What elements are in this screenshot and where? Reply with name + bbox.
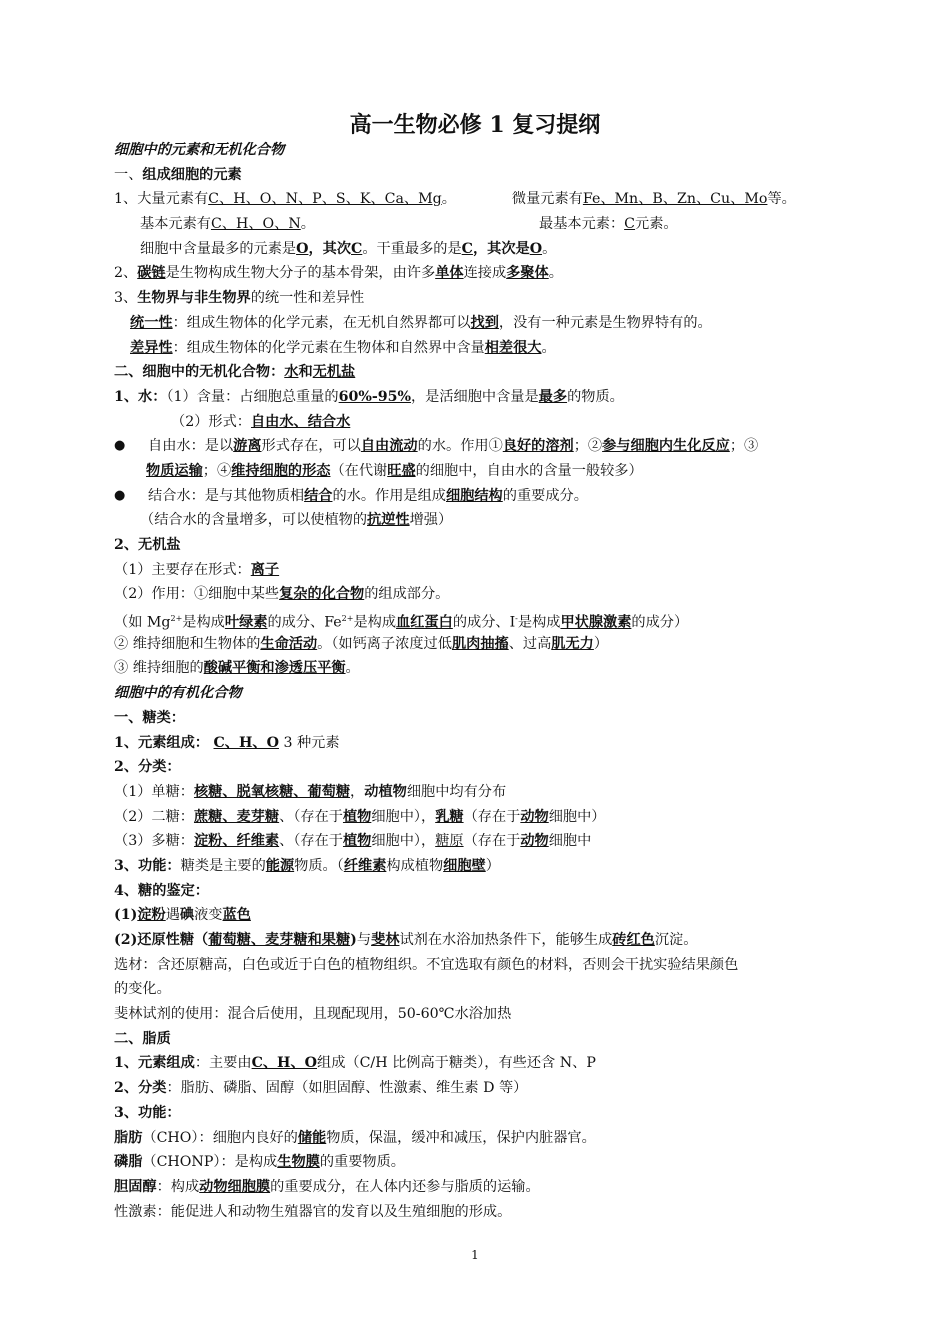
text-span: 核糖、脱氧核糖、葡萄糖 — [193, 783, 351, 800]
text-span: 肌无力 — [551, 635, 594, 652]
text-span: O — [529, 240, 543, 257]
text-span: 细胞中）， — [371, 808, 436, 825]
text-span: 连接成 — [463, 265, 507, 282]
text-line — [114, 805, 844, 830]
text-span: 。干重最多的是 — [362, 240, 462, 257]
text-span: (2)还原性糖（ — [114, 932, 209, 948]
text-line — [114, 459, 844, 484]
text-line — [114, 854, 844, 879]
superscript: 2+ — [341, 614, 354, 624]
text-span: 复杂的化合物 — [279, 586, 365, 603]
text-span: 多聚体 — [506, 265, 549, 282]
text-line — [114, 1027, 844, 1052]
section-heading — [114, 681, 844, 706]
text-span: ：脂肪、磷脂、固醇（如胆固醇、性激素、维生素 D 等） — [166, 1080, 528, 1097]
text-span: 单体 — [435, 265, 464, 282]
text-span: Fe、Mn、B、Zn、Cu、Mo — [582, 191, 768, 208]
text-span: 的变化。 — [114, 981, 171, 998]
text-span: 肌肉抽搐 — [451, 635, 509, 652]
text-span: 植物 — [342, 833, 372, 850]
text-line — [114, 533, 844, 558]
text-span: 试剂在水浴加热条件下，能够生成 — [399, 932, 613, 948]
text-span: 离子 — [250, 561, 280, 578]
text-line — [114, 656, 844, 681]
superscript: 2+ — [170, 614, 183, 624]
text-span: 形式存在，可以 — [261, 438, 361, 455]
text-span: 细胞中含量最多的元素是 — [140, 240, 297, 257]
text-span: 脂肪 — [114, 1129, 143, 1146]
text-line — [114, 508, 844, 533]
text-span: ③ 维持细胞的 — [114, 660, 204, 677]
text-span: ：组成生物体的化学元素在生物体和自然界中含量 — [172, 339, 485, 356]
text-span: 、（存在于 — [279, 808, 343, 825]
text-span: ) — [350, 932, 357, 948]
text-span: 细胞中）， — [371, 833, 436, 850]
text-span: 游离 — [233, 438, 262, 455]
text-span: 是构成 — [517, 614, 561, 631]
text-span: 60%-95% — [338, 388, 411, 405]
text-span: 。 — [542, 240, 557, 257]
text-line — [114, 607, 844, 632]
text-span: 找到 — [470, 314, 499, 331]
text-span: 和 — [298, 364, 313, 381]
text-span: 能源 — [265, 857, 295, 874]
text-line — [114, 385, 844, 410]
text-span: 一、糖类： — [114, 709, 185, 726]
text-line — [114, 286, 844, 311]
text-line — [114, 977, 844, 1002]
text-span: 3、功能： — [114, 1104, 181, 1121]
text-span: 乳糖 — [435, 808, 464, 825]
text-span: 叶绿素 — [224, 614, 268, 631]
text-span: 旺盛 — [387, 462, 416, 479]
text-span: 二、细胞中的无机化合物： — [114, 364, 285, 381]
text-span: 的重要成分，在人体内还参与脂质的运输。 — [270, 1178, 540, 1195]
text-span: 淀粉、纤维素 — [193, 833, 280, 850]
text-span: 最多 — [538, 388, 568, 405]
text-line — [114, 706, 844, 731]
text-span: 遇 — [165, 907, 180, 924]
text-span: 、过高 — [508, 635, 552, 652]
text-span: 性激素：能促进人和动物生殖器官的发育以及生殖细胞的形成。 — [114, 1203, 512, 1220]
text-span: 统一性 — [130, 314, 173, 331]
text-span: 选材：含还原糖高，白色或近于白色的植物组织。不宜选取有颜色的材料，否则会干扰实验结果颜色 — [114, 956, 739, 973]
text-span: 斐林试剂的使用：混合后使用，且现配现用，50-60℃水浴加热 — [114, 1006, 512, 1023]
text-span: ；② — [573, 438, 603, 455]
text-span: 储能 — [297, 1129, 327, 1146]
text-span: 的组成部分。 — [364, 586, 450, 603]
text-span: 血红蛋白 — [396, 614, 453, 631]
text-line — [114, 903, 844, 928]
text-span: 。 — [548, 265, 563, 282]
text-span: （2）作用：①细胞中某些 — [114, 586, 280, 603]
text-span: 3 种元素 — [278, 734, 340, 751]
text-span: C、H、O、N、P、S、K、Ca、Mg — [208, 191, 442, 208]
text-span: 沉淀。 — [654, 932, 698, 948]
text-line — [114, 237, 844, 262]
text-span: 自由流动 — [360, 438, 418, 455]
text-span: 生物膜 — [277, 1154, 320, 1171]
text-span: 无机盐 — [312, 364, 356, 381]
text-line — [114, 1101, 844, 1126]
text-span: ：构成 — [156, 1178, 200, 1195]
text-span: 相差很大 — [484, 339, 542, 356]
text-span: 。（如钙离子浓度过低 — [317, 635, 452, 652]
text-line — [114, 212, 844, 237]
text-span: 胆固醇 — [114, 1178, 157, 1195]
text-line — [114, 1126, 844, 1151]
text-span: 最基本元素： — [539, 216, 625, 233]
text-line — [114, 1200, 844, 1225]
text-span: ：主要由 — [194, 1055, 252, 1072]
text-span: 物质运输 — [146, 462, 203, 479]
text-span: 细胞中均有分布 — [406, 783, 507, 800]
text-span: 动物细胞膜 — [199, 1178, 271, 1195]
text-span: （2）二糖： — [114, 808, 194, 825]
text-span: 二、脂质 — [114, 1030, 171, 1047]
text-span: 的成分） — [631, 614, 689, 631]
text-span: 斐林 — [371, 932, 400, 948]
text-span: 2、分类 — [114, 1080, 167, 1097]
text-line — [114, 163, 844, 188]
text-span: 。 — [441, 191, 456, 208]
text-span: 参与细胞内生化反应 — [602, 438, 730, 455]
document-title: 高一生物必修 1 复习提纲 — [349, 112, 601, 138]
text-span: （在代谢 — [330, 462, 388, 479]
text-line — [114, 1150, 844, 1175]
text-span: C — [461, 240, 473, 257]
text-span: 碘 — [179, 907, 195, 924]
text-span: 组成（C/H 比例高于糖类），有些还含 N、P — [317, 1055, 596, 1072]
text-line — [114, 829, 844, 854]
text-span: 细胞中 — [548, 833, 592, 850]
text-span: 甲状腺激素 — [560, 614, 632, 631]
text-line — [114, 336, 844, 361]
text-span: 糖类是主要的 — [180, 857, 266, 874]
text-span: 等。 — [767, 191, 796, 208]
text-span: （CHONP）：是构成 — [142, 1154, 278, 1171]
text-span: ，没有一种元素是生物界特有的。 — [498, 314, 712, 331]
text-span: 生物界与非生物界 — [137, 290, 251, 307]
text-span: ：组成生物体的化学元素，在无机自然界都可以 — [172, 314, 471, 331]
text-line — [114, 632, 844, 657]
text-span: 4、糖的鉴定： — [114, 882, 209, 899]
text-span: 2、分类： — [114, 759, 181, 776]
superscript: - — [515, 614, 518, 624]
text-span: （结合水的含量增多，可以使植物的 — [140, 512, 368, 529]
text-line — [114, 1076, 844, 1101]
text-span: 1、大量元素有 — [114, 191, 209, 208]
text-span: ；④ — [202, 462, 232, 479]
text-span: 植物 — [342, 808, 372, 825]
text-span: 的物质。 — [567, 388, 624, 405]
text-span: （存在于 — [463, 833, 521, 850]
text-span: 。 — [541, 339, 556, 356]
text-line — [114, 1175, 844, 1200]
text-span: 动物 — [520, 808, 549, 825]
text-span: 的水。作用① — [417, 438, 503, 455]
text-span: 的成分、Fe — [267, 614, 342, 631]
text-span: （3）多糖： — [114, 833, 194, 850]
text-span: 的成分、I — [452, 614, 516, 631]
text-span: 物质，保温，缓冲和减压，保护内脏器官。 — [326, 1129, 596, 1146]
text-span: 增强） — [409, 512, 453, 529]
text-span: 水 — [284, 364, 299, 381]
text-span: 糖原 — [435, 833, 464, 850]
text-span: C、H、O、N — [210, 216, 301, 233]
text-line — [114, 953, 844, 978]
text-span: 基本元素有 — [140, 216, 211, 233]
text-span: 动物 — [520, 833, 549, 850]
text-span: ；③ — [729, 438, 759, 455]
text-span: 与 — [356, 932, 372, 948]
text-line — [114, 731, 844, 756]
text-span: 液变 — [194, 907, 223, 924]
text-span: 的细胞中，自由水的含量一般较多） — [415, 462, 643, 479]
text-span: 的重要物质。 — [319, 1154, 405, 1171]
text-span: 葡萄糖、麦芽糖和果糖 — [208, 932, 351, 948]
text-span: ，是活细胞中含量是 — [410, 388, 539, 405]
text-span: 元素。 — [635, 216, 678, 233]
text-span: （2）形式： — [171, 413, 251, 430]
text-span: 生命活动 — [260, 635, 318, 652]
text-span: 组成细胞的元素 — [142, 166, 242, 183]
text-span: 差异性 — [130, 339, 173, 356]
text-span: 2、无机盐 — [114, 537, 181, 553]
text-span: ，其次是 — [472, 240, 530, 257]
text-span: （存在于 — [463, 808, 521, 825]
text-span: 蔗糖、麦芽糖 — [193, 808, 280, 825]
text-line — [114, 484, 844, 509]
text-span: ， — [350, 783, 365, 800]
text-span: 3、功能： — [114, 857, 181, 874]
text-span: 细胞壁 — [443, 857, 486, 874]
text-line — [114, 879, 844, 904]
text-span: C — [351, 240, 363, 257]
text-span: ） — [593, 635, 609, 652]
text-line — [114, 360, 844, 385]
text-span: 良好的溶剂 — [502, 438, 574, 455]
text-span: 结合 — [304, 487, 333, 504]
text-span: C — [624, 216, 635, 233]
text-span: ② 维持细胞和生物体的 — [114, 635, 261, 652]
text-span: 构成植物 — [386, 857, 444, 874]
text-span: 细胞中的有机化合物 — [114, 685, 242, 702]
text-span: （1）主要存在形式： — [114, 561, 251, 578]
text-span: 的水。作用是组成 — [332, 487, 446, 504]
text-span: 动植物 — [364, 783, 407, 800]
text-span: 磷脂 — [114, 1154, 143, 1171]
text-span: 是构成 — [182, 614, 225, 631]
text-span: 酸碱平衡和渗透压平衡 — [203, 660, 346, 677]
text-span: 细胞中） — [548, 808, 606, 825]
text-span: 砖红色 — [612, 932, 655, 948]
text-span: （CHO）：细胞内良好的 — [142, 1129, 298, 1146]
text-span: 3、 — [114, 290, 138, 307]
page-number: 1 — [471, 1248, 479, 1262]
text-span: ，其次 — [308, 240, 352, 257]
text-span: 微量元素有 — [511, 191, 583, 208]
text-line — [114, 434, 844, 459]
text-span: 蓝色 — [222, 907, 251, 924]
text-span: 淀粉 — [137, 907, 166, 924]
text-line — [114, 780, 844, 805]
text-span: ） — [485, 857, 500, 874]
text-span: 细胞结构 — [445, 487, 503, 504]
text-span: 自由水、结合水 — [250, 413, 351, 430]
text-line — [114, 755, 844, 780]
text-line — [114, 187, 844, 212]
text-span: 1、水： — [114, 388, 167, 405]
text-span: 是生物构成生物大分子的基本骨架，由许多 — [165, 265, 436, 282]
text-span: （如 Mg — [114, 614, 171, 631]
text-span: 。 — [345, 660, 360, 677]
text-line — [114, 558, 844, 583]
text-span: (1) — [114, 907, 138, 924]
text-span: 1、元素组成： — [114, 734, 209, 751]
text-span: 自由水：是以 — [148, 438, 234, 455]
text-span: 物质。（ — [294, 857, 344, 874]
text-span: 。 — [300, 216, 315, 233]
section-heading — [114, 138, 844, 163]
text-line — [114, 582, 844, 607]
text-span: C、H、O — [251, 1055, 318, 1072]
text-span: （1）含量：占细胞总重量的 — [166, 388, 339, 405]
text-span: O — [296, 240, 309, 257]
text-span: 2、 — [114, 265, 138, 282]
text-line — [114, 261, 844, 286]
text-span: 的重要成分。 — [502, 487, 588, 504]
text-span: 碳链 — [137, 265, 166, 282]
text-span: 细胞中的元素和无机化合物 — [114, 142, 285, 158]
text-line — [114, 928, 844, 953]
text-span: 纤维素 — [343, 857, 387, 874]
text-span: 、（存在于 — [279, 833, 343, 850]
text-span: 结合水：是与其他物质相 — [148, 487, 305, 504]
text-line — [114, 311, 844, 336]
text-span: 抗逆性 — [367, 512, 410, 529]
text-span: 1、元素组成 — [114, 1055, 195, 1072]
text-span: 一、 — [114, 166, 143, 183]
text-span: 是构成 — [353, 614, 397, 631]
text-span: C、H、O — [213, 734, 279, 751]
text-span: 维持细胞的形态 — [231, 462, 331, 479]
text-line — [114, 1051, 844, 1076]
text-span: （1）单糖： — [114, 783, 194, 800]
text-span: 的统一性和差异性 — [250, 290, 365, 307]
text-line — [114, 1002, 844, 1027]
document-body — [114, 138, 844, 1224]
text-line — [114, 410, 844, 435]
